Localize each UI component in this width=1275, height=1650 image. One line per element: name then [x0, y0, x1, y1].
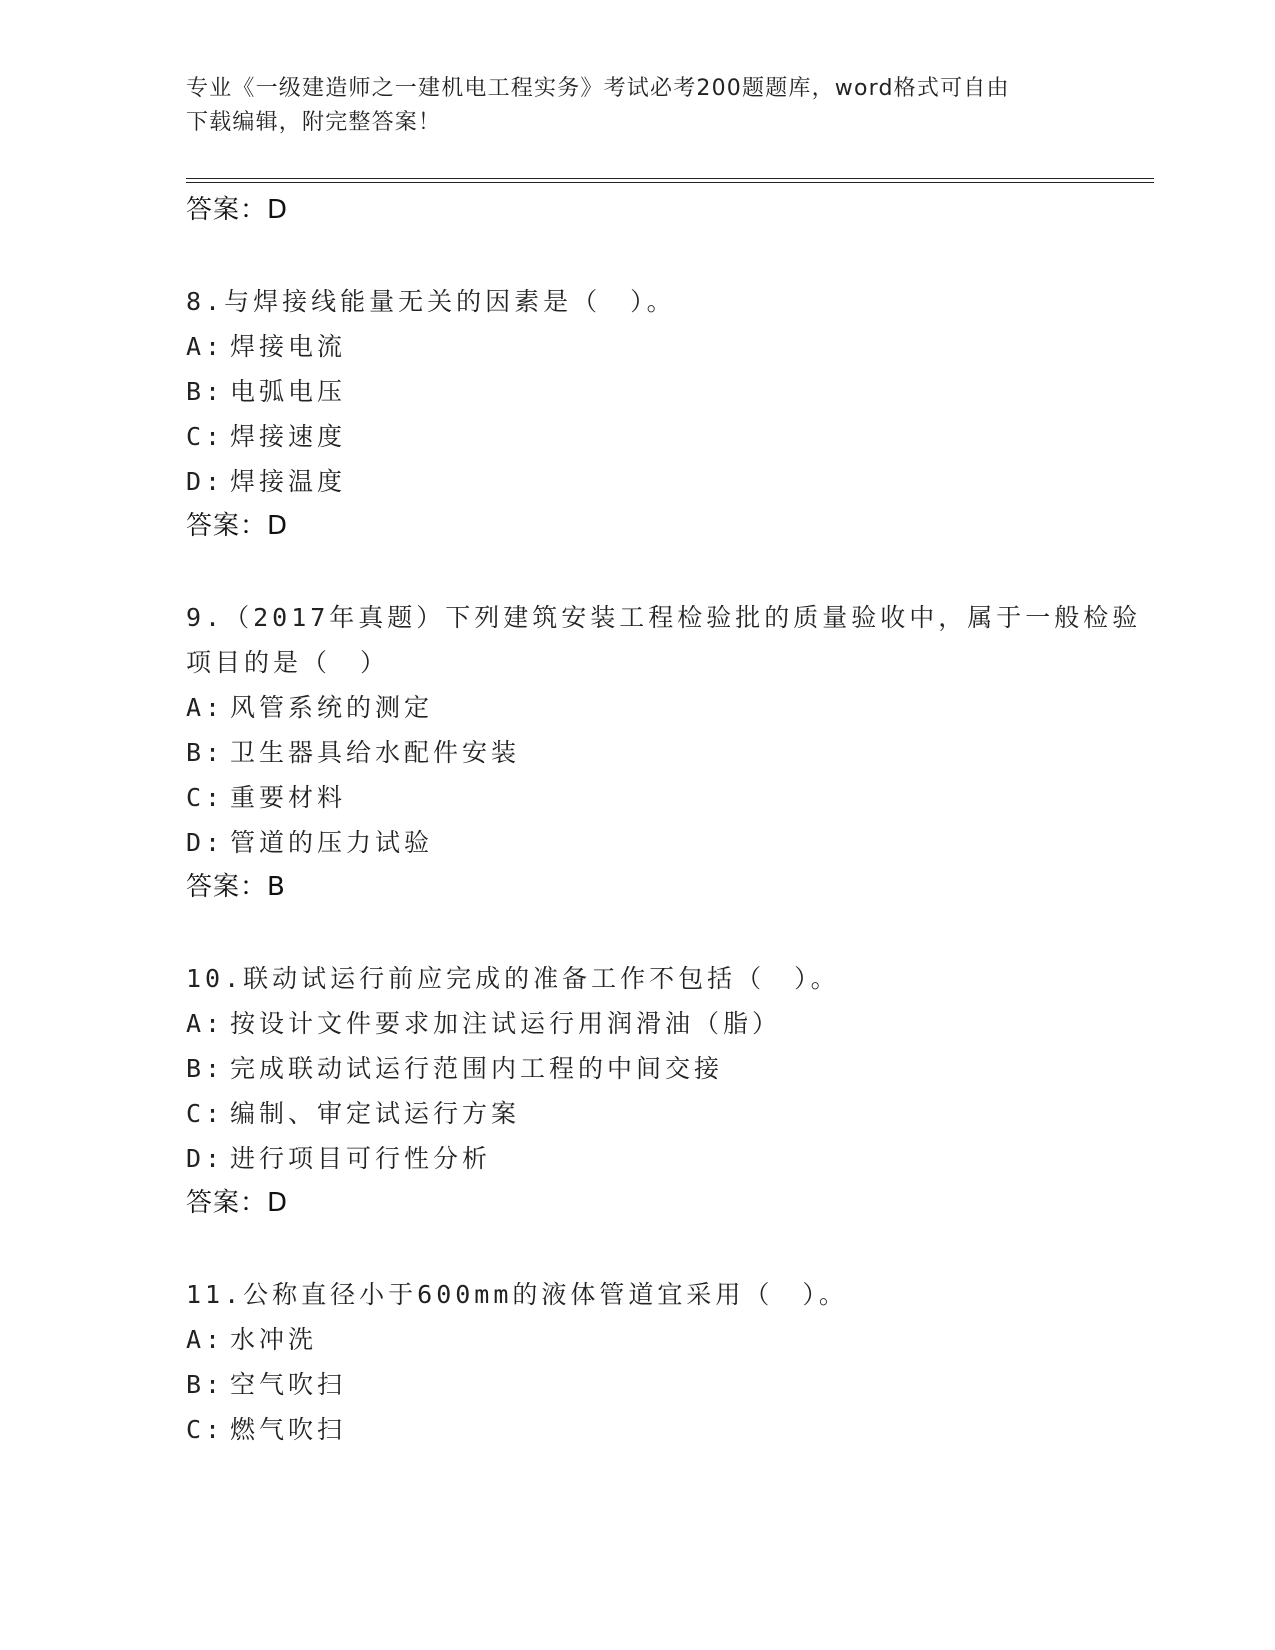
- question-block: [186, 279, 1154, 549]
- header-line-1: 专业《一级建造师之一建机电工程实务》考试必考200题题库，word格式可自由: [186, 76, 1010, 101]
- option-b: [186, 730, 1154, 775]
- question-block: [186, 956, 1154, 1226]
- block-spacer: [186, 233, 1154, 279]
- question-text: 9.（2017年真题）下列建筑安装工程检验批的质量验收中，属于一般检验项目的是（ ）: [186, 603, 1142, 677]
- option-key: C:: [186, 1415, 225, 1444]
- question-text: 8.与焊接线能量无关的因素是（ ）。: [186, 287, 676, 316]
- option-text: 完成联动试运行范围内工程的中间交接: [230, 1054, 724, 1083]
- option-text: 进行项目可行性分析: [230, 1144, 492, 1173]
- answer-line: 答案：D: [186, 195, 289, 225]
- option-a: [186, 685, 1154, 730]
- question-text: 11.公称直径小于600mm的液体管道宜采用（ ）。: [186, 1280, 848, 1309]
- option-text: 焊接电流: [230, 332, 347, 361]
- option-key: A:: [186, 332, 225, 361]
- option-c: [186, 1407, 1154, 1452]
- document-body: [186, 188, 1154, 1452]
- question-block: [186, 1272, 1154, 1452]
- option-d: [186, 1136, 1154, 1181]
- option-key: A:: [186, 1325, 225, 1354]
- option-key: B:: [186, 1054, 225, 1083]
- option-a: [186, 1001, 1154, 1046]
- option-text: 按设计文件要求加注试运行用润滑油（脂）: [230, 1009, 782, 1038]
- option-c: [186, 414, 1154, 459]
- option-key: B:: [186, 377, 225, 406]
- block-spacer: [186, 1226, 1154, 1272]
- option-key: C:: [186, 422, 225, 451]
- header-line-2: 下载编辑，附完整答案！: [186, 110, 442, 135]
- page-header: [186, 72, 1066, 140]
- option-b: [186, 1046, 1154, 1091]
- option-key: D:: [186, 467, 225, 496]
- option-d: [186, 820, 1154, 865]
- block-spacer: [186, 910, 1154, 956]
- option-key: D:: [186, 828, 225, 857]
- option-b: [186, 369, 1154, 414]
- option-text: 电弧电压: [230, 377, 347, 406]
- option-text: 风管系统的测定: [230, 693, 434, 722]
- option-key: D:: [186, 1144, 225, 1173]
- answer-line: 答案：D: [186, 1188, 289, 1218]
- question-text: 10.联动试运行前应完成的准备工作不包括（ ）。: [186, 964, 840, 993]
- header-divider: [186, 178, 1154, 183]
- option-a: [186, 324, 1154, 369]
- option-key: A:: [186, 693, 225, 722]
- option-text: 空气吹扫: [230, 1370, 347, 1399]
- option-text: 焊接温度: [230, 467, 347, 496]
- option-d: [186, 459, 1154, 504]
- option-key: C:: [186, 1099, 225, 1128]
- option-key: B:: [186, 1370, 225, 1399]
- option-text: 编制、审定试运行方案: [230, 1099, 521, 1128]
- question-block: [186, 595, 1154, 910]
- option-text: 焊接速度: [230, 422, 347, 451]
- option-text: 管道的压力试验: [230, 828, 434, 857]
- block-spacer: [186, 549, 1154, 595]
- option-key: C:: [186, 783, 225, 812]
- option-a: [186, 1317, 1154, 1362]
- option-text: 卫生器具给水配件安装: [230, 738, 521, 767]
- option-key: A:: [186, 1009, 225, 1038]
- answer-line: 答案：B: [186, 872, 286, 902]
- option-text: 燃气吹扫: [230, 1415, 347, 1444]
- option-text: 重要材料: [230, 783, 347, 812]
- answer-line: 答案：D: [186, 511, 289, 541]
- option-key: B:: [186, 738, 225, 767]
- option-text: 水冲洗: [230, 1325, 318, 1354]
- option-b: [186, 1362, 1154, 1407]
- option-c: [186, 1091, 1154, 1136]
- option-c: [186, 775, 1154, 820]
